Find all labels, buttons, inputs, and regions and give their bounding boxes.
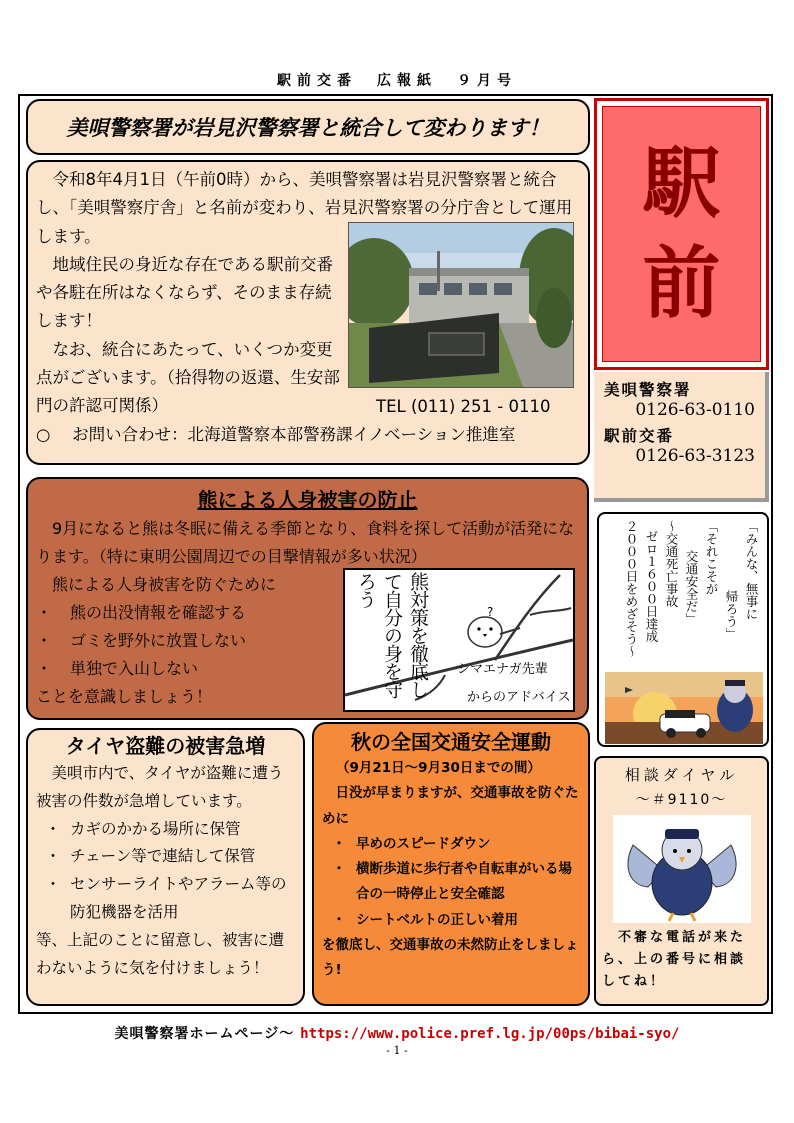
- advice-caption-1: シマエナガ先輩: [457, 662, 548, 677]
- merger-paragraph-3: なお、統合にあたって、いくつか変更点がございます。（拾得物の返還、生安部門の許認可関係）: [36, 339, 340, 416]
- advice-text: 熊対策を徹底して自分の身を守ろう: [355, 572, 429, 698]
- merger-paragraph-2: 地域住民の身近な存在である駅前交番や各駐在所はなくならず、そのまま存続します！: [36, 254, 333, 331]
- homepage-link[interactable]: https://www.police.pref.lg.jp/00ps/bibai-syo/: [300, 1026, 680, 1042]
- traffic-item: ・ 横断歩道に歩行者や自転車がいる場合の一時停止と安全確認: [332, 861, 572, 903]
- merger-title: 美唄警察署が岩見沢警察署と統合して変わります！: [26, 99, 590, 155]
- sunset-patrol-illustration: [605, 672, 763, 744]
- bear-paragraph-2: 熊による人身被害を防ぐために: [36, 575, 277, 594]
- bear-item: ・ 単独で入山しない: [36, 659, 199, 678]
- station-number: 0126-63-0110: [635, 400, 755, 420]
- dial-text: 不審な電話が来たら、上の番号に相談してね！: [602, 930, 747, 989]
- traffic-closing: を徹底し、交通事故の未然防止をしましょう!: [322, 937, 579, 979]
- dial-title: 相談ダイヤル: [624, 766, 739, 784]
- tel-number: TEL (011) 251 - 0110: [376, 396, 551, 416]
- tire-theft-article: [26, 728, 305, 1006]
- traffic-slogan: [597, 512, 769, 747]
- masthead-char-1: 駅: [642, 138, 721, 229]
- tire-item: ・ センサーライトやアラーム等の防犯機器を活用: [45, 875, 287, 921]
- tire-title: タイヤ盗難の被害急増: [65, 734, 266, 758]
- contact-phones: [594, 372, 769, 502]
- dial-number: ～＃9110～: [635, 792, 728, 808]
- newsletter-header: 駅前交番 広報紙 ９月号: [277, 73, 517, 89]
- station-name: 美唄警察署: [604, 381, 692, 399]
- bird-advice-box: [343, 568, 575, 712]
- bear-item: ・ 熊の出没情報を確認する: [36, 603, 247, 622]
- traffic-item: ・ 早めのスピードダウン: [332, 835, 491, 852]
- koban-name: 駅前交番: [604, 427, 675, 445]
- advice-caption-2: からのアドバイス: [467, 690, 571, 705]
- traffic-paragraph-1: 日没が早まりますが、交通事故を防ぐために: [322, 785, 579, 827]
- traffic-item: ・ シートベルトの正しい着用: [332, 911, 518, 928]
- inquiry-mark: ○: [36, 424, 51, 444]
- police-mascot-illustration: [613, 815, 751, 923]
- traffic-title: 秋の全国交通安全運動: [351, 730, 551, 754]
- bear-item: ・ ゴミを野外に放置しない: [36, 631, 247, 650]
- footer: [0, 1023, 794, 1043]
- masthead: [594, 98, 769, 370]
- merger-paragraph-1: 令和8年4月1日（午前0時）から、美唄警察署は岩見沢警察署と統合し、「美唄警察庁舎」と名前が変わり、岩見沢警察署の分庁舎として運用します。: [36, 170, 573, 246]
- tire-closing: 等、上記のことに留意し、被害に遭わないように気を付けましょう！: [36, 930, 285, 977]
- bear-closing: ことを意識しましょう！: [36, 687, 213, 706]
- traffic-safety-article: [312, 722, 590, 1006]
- inquiry-text: お問い合わせ：北海道警察本部警務課イノベーション推進室: [72, 424, 516, 444]
- inquiry-line: [36, 421, 580, 449]
- bear-paragraph-1: 9月になると熊は冬眠に備える季節となり、食料を探して活動が活発になります。（特に東明公園周辺での目撃情報が多い状況）: [36, 519, 575, 566]
- consultation-dial: [594, 756, 769, 1006]
- tire-item: ・ チェーン等で連結して保管: [45, 847, 256, 866]
- footer-label: 美唄警察署ホームページ～: [114, 1026, 295, 1042]
- police-building-photo: [348, 222, 574, 388]
- tire-item: ・ カギのかかる場所に保管: [45, 819, 241, 838]
- slogan-text: 「みんな、無事に 帰ろう」 「それこそが 交通安全だ」 ～交通死亡事故 ゼロ１６００日達成 ２０００日をめざそう～: [624, 520, 759, 658]
- koban-number: 0126-63-3123: [635, 446, 755, 466]
- bear-title: 熊による人身被害の防止: [197, 488, 418, 512]
- traffic-period: （9月21日～9月30日までの間）: [336, 760, 541, 776]
- page-number: - 1 -: [386, 1044, 408, 1057]
- svg-text:?: ?: [487, 605, 494, 619]
- tire-paragraph-1: 美唄市内で、タイヤが盗難に遭う被害の件数が急増しています。: [36, 764, 284, 810]
- masthead-char-2: 前: [642, 238, 721, 329]
